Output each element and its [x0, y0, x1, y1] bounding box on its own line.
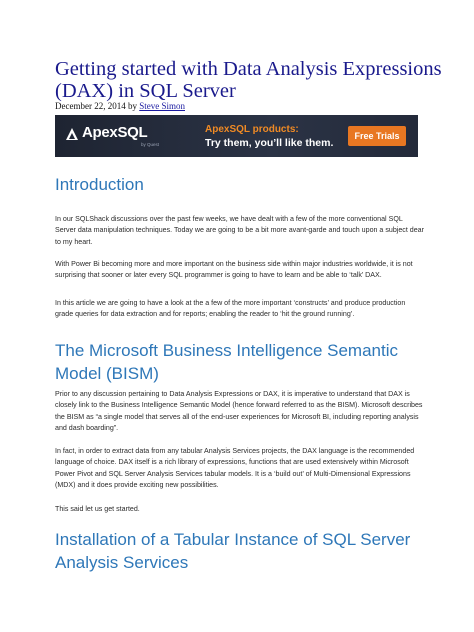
heading-introduction: Introduction	[55, 175, 144, 194]
apexsql-logo-icon	[65, 127, 79, 141]
banner-promo-line2: Try them, you’ll like them.	[205, 137, 334, 149]
by-label: by	[127, 101, 137, 111]
article-title: Getting started with Data Analysis Expressions (DAX) in SQL Server	[55, 58, 442, 102]
intro-paragraph-1: In our SQLShack discussions over the past few weeks, we have dealt with a few of the more conventional SQL Server data manipulation techniques. Today we are going to be a bit more avant-garde and touch upon a subject dear to my heart.	[55, 215, 424, 246]
bism-paragraph-2: In fact, in order to extract data from any tabular Analysis Services projects, the DAX language is the recommended language of choice. DAX itself is a rich library of expressions, functions that are used extensively within Microsoft Power Pivot and SQL Server Analysis Services tabular models. It is a ‘build out’ of Multi-Dimensional Expressions (MDX) and it does provide exciting new possibilities.	[55, 447, 415, 489]
banner-logo-sub: by Quest	[141, 142, 160, 147]
banner-logo: ApexSQL	[82, 124, 148, 141]
intro-paragraph-3: In this article we are going to have a look at the a few of the more important ‘constructs’ and produce production grade queries for data extraction and for reports; enabling the reader to ‘hit the ground running’.	[55, 299, 406, 319]
heading-installation: Installation of a Tabular Instance of SQL Server Analysis Services	[55, 530, 411, 572]
author-link[interactable]: Steve Simon	[139, 101, 185, 111]
intro-paragraph-2: With Power Bi becoming more and more important on the business side within major industries worldwide, it is not surprising that sooner or later every SQL programmer is going to have to learn and be able to ‘talk’ DAX.	[55, 260, 413, 280]
free-trials-button[interactable]: Free Trials	[348, 126, 406, 146]
publish-date: December 22, 2014	[55, 101, 126, 111]
bism-paragraph-3: This said let us get started.	[55, 505, 140, 513]
ad-banner[interactable]	[55, 115, 418, 157]
heading-bism: The Microsoft Business Intelligence Semantic Model (BISM)	[55, 341, 398, 383]
byline	[55, 101, 185, 112]
banner-promo-line1: ApexSQL products:	[205, 124, 299, 135]
bism-paragraph-1: Prior to any discussion pertaining to Data Analysis Expressions or DAX, it is imperative to understand that DAX is closely link to the Business Intelligence Semantic Model (hence forward referred to as the BISM). Microsoft describes the BISM as “a single model that serves all of the end-user experiences for Microsoft BI, including reporting analysis and dash boarding”.	[55, 390, 423, 432]
